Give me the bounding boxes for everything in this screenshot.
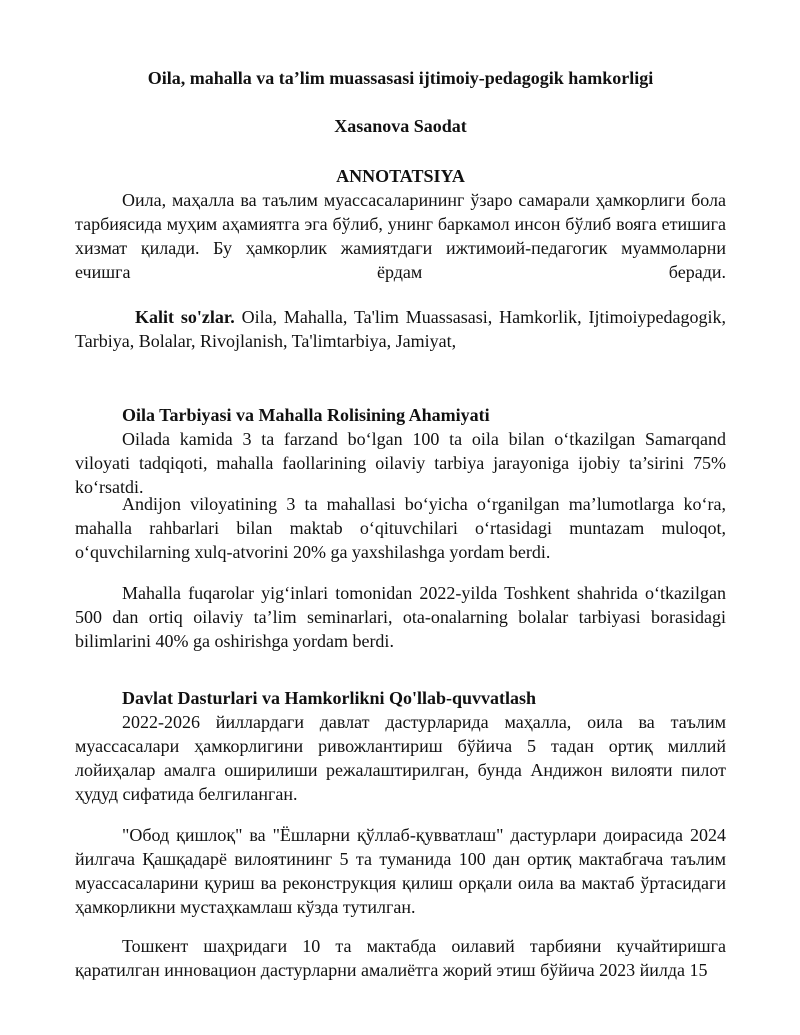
author-name: Xasanova Saodat [334,116,467,136]
annotation-paragraph: Оила, маҳалла ва таълим муассасаларининг ўзаро самарали ҳамкорлиги бола тарбиясида муҳим аҳамиятга эга бўлиб, унинг баркамол инсон бўлиб вояга етишига хизмат қилади. Бу ҳамкорлик жамиятдаги ижтимоий-педагогик муаммоларни ечишга ёрдам беради. [75,190,726,282]
section2-paragraph-1: 2022-2026 йиллардаги давлат дастурларида маҳалла, оила ва таълим муассасалари ҳамкорлигини ривожлантириш бўйича 5 тадан ортиқ миллий лойиҳалар амалга оширилиши режалаштирилган, бунда Андижон вилояти пилот ҳудуд сифатида белгиланган. [75,712,726,804]
section-heading-state-programs: Davlat Dasturlari va Hamkorlikni Qo'llab-quvvatlash [122,688,537,708]
section1-paragraph-3: Mahalla fuqarolar yig‘inlari tomonidan 2022-yilda Toshkent shahrida o‘tkazilgan 500 dan ortiq oilaviy ta’lim seminarlari, ota-onalarning bolalar tarbiyasi borasidagi bilimlarini 40% ga oshirishga yordam berdi. [75,583,726,651]
section-heading-family-mahalla: Oila Tarbiyasi va Mahalla Rolisining Ahamiyati [122,405,490,425]
paper-title: Oila, mahalla va ta’lim muassasasi ijtimoiy-pedagogik hamkorligi [147,68,654,88]
section2-paragraph-3: Тошкент шаҳридаги 10 та мактабда оилавий тарбияни кучайтиришга қаратилган инновацион дастурларни амалиётга жорий этиш бўйича 2023 йилда 15 [75,936,726,980]
section1-paragraph-2: Andijon viloyatining 3 ta mahallasi bo‘yicha o‘rganilgan ma’lumotlarga ko‘ra, mahalla rahbarlari bilan maktab o‘qituvchilari o‘rtasidagi muntazam muloqot, o‘quvchilarning xulq-atvorini 20% ga yaxshilashga yordam berdi. [75,494,726,562]
section2-paragraph-2: "Обод қишлоқ" ва "Ёшларни қўллаб-қувватлаш" дастурлари доирасида 2024 йилгача Қашқадарё вилоятининг 5 та туманида 100 дан ортиқ мактабгача таълим муассасаларини қуриш ва реконструкция қилиш орқали оила ва мактаб ўртасидаги ҳамкорликни мустаҳкамлаш кўзда тутилган. [75,825,726,917]
keywords-paragraph [75,305,726,353]
section1-paragraph-1: Oilada kamida 3 ta farzand bo‘lgan 100 ta oila bilan o‘tkazilgan Samarqand viloyati tadqiqoti, mahalla faollarining oilaviy tarbiya jarayoniga ijobiy ta’sirini 75% ko‘rsatdi. [75,429,726,497]
keywords-list: Oila, Mahalla, Ta'lim Muassasasi, Hamkorlik, Ijtimoiypedagogik, Tarbiya, Bolalar, Rivojlanish, Ta'limtarbiya, Jamiyat, [75,307,726,351]
keywords-label: Kalit so'zlar. [135,307,235,327]
annotation-heading: ANNOTATSIYA [336,166,465,186]
